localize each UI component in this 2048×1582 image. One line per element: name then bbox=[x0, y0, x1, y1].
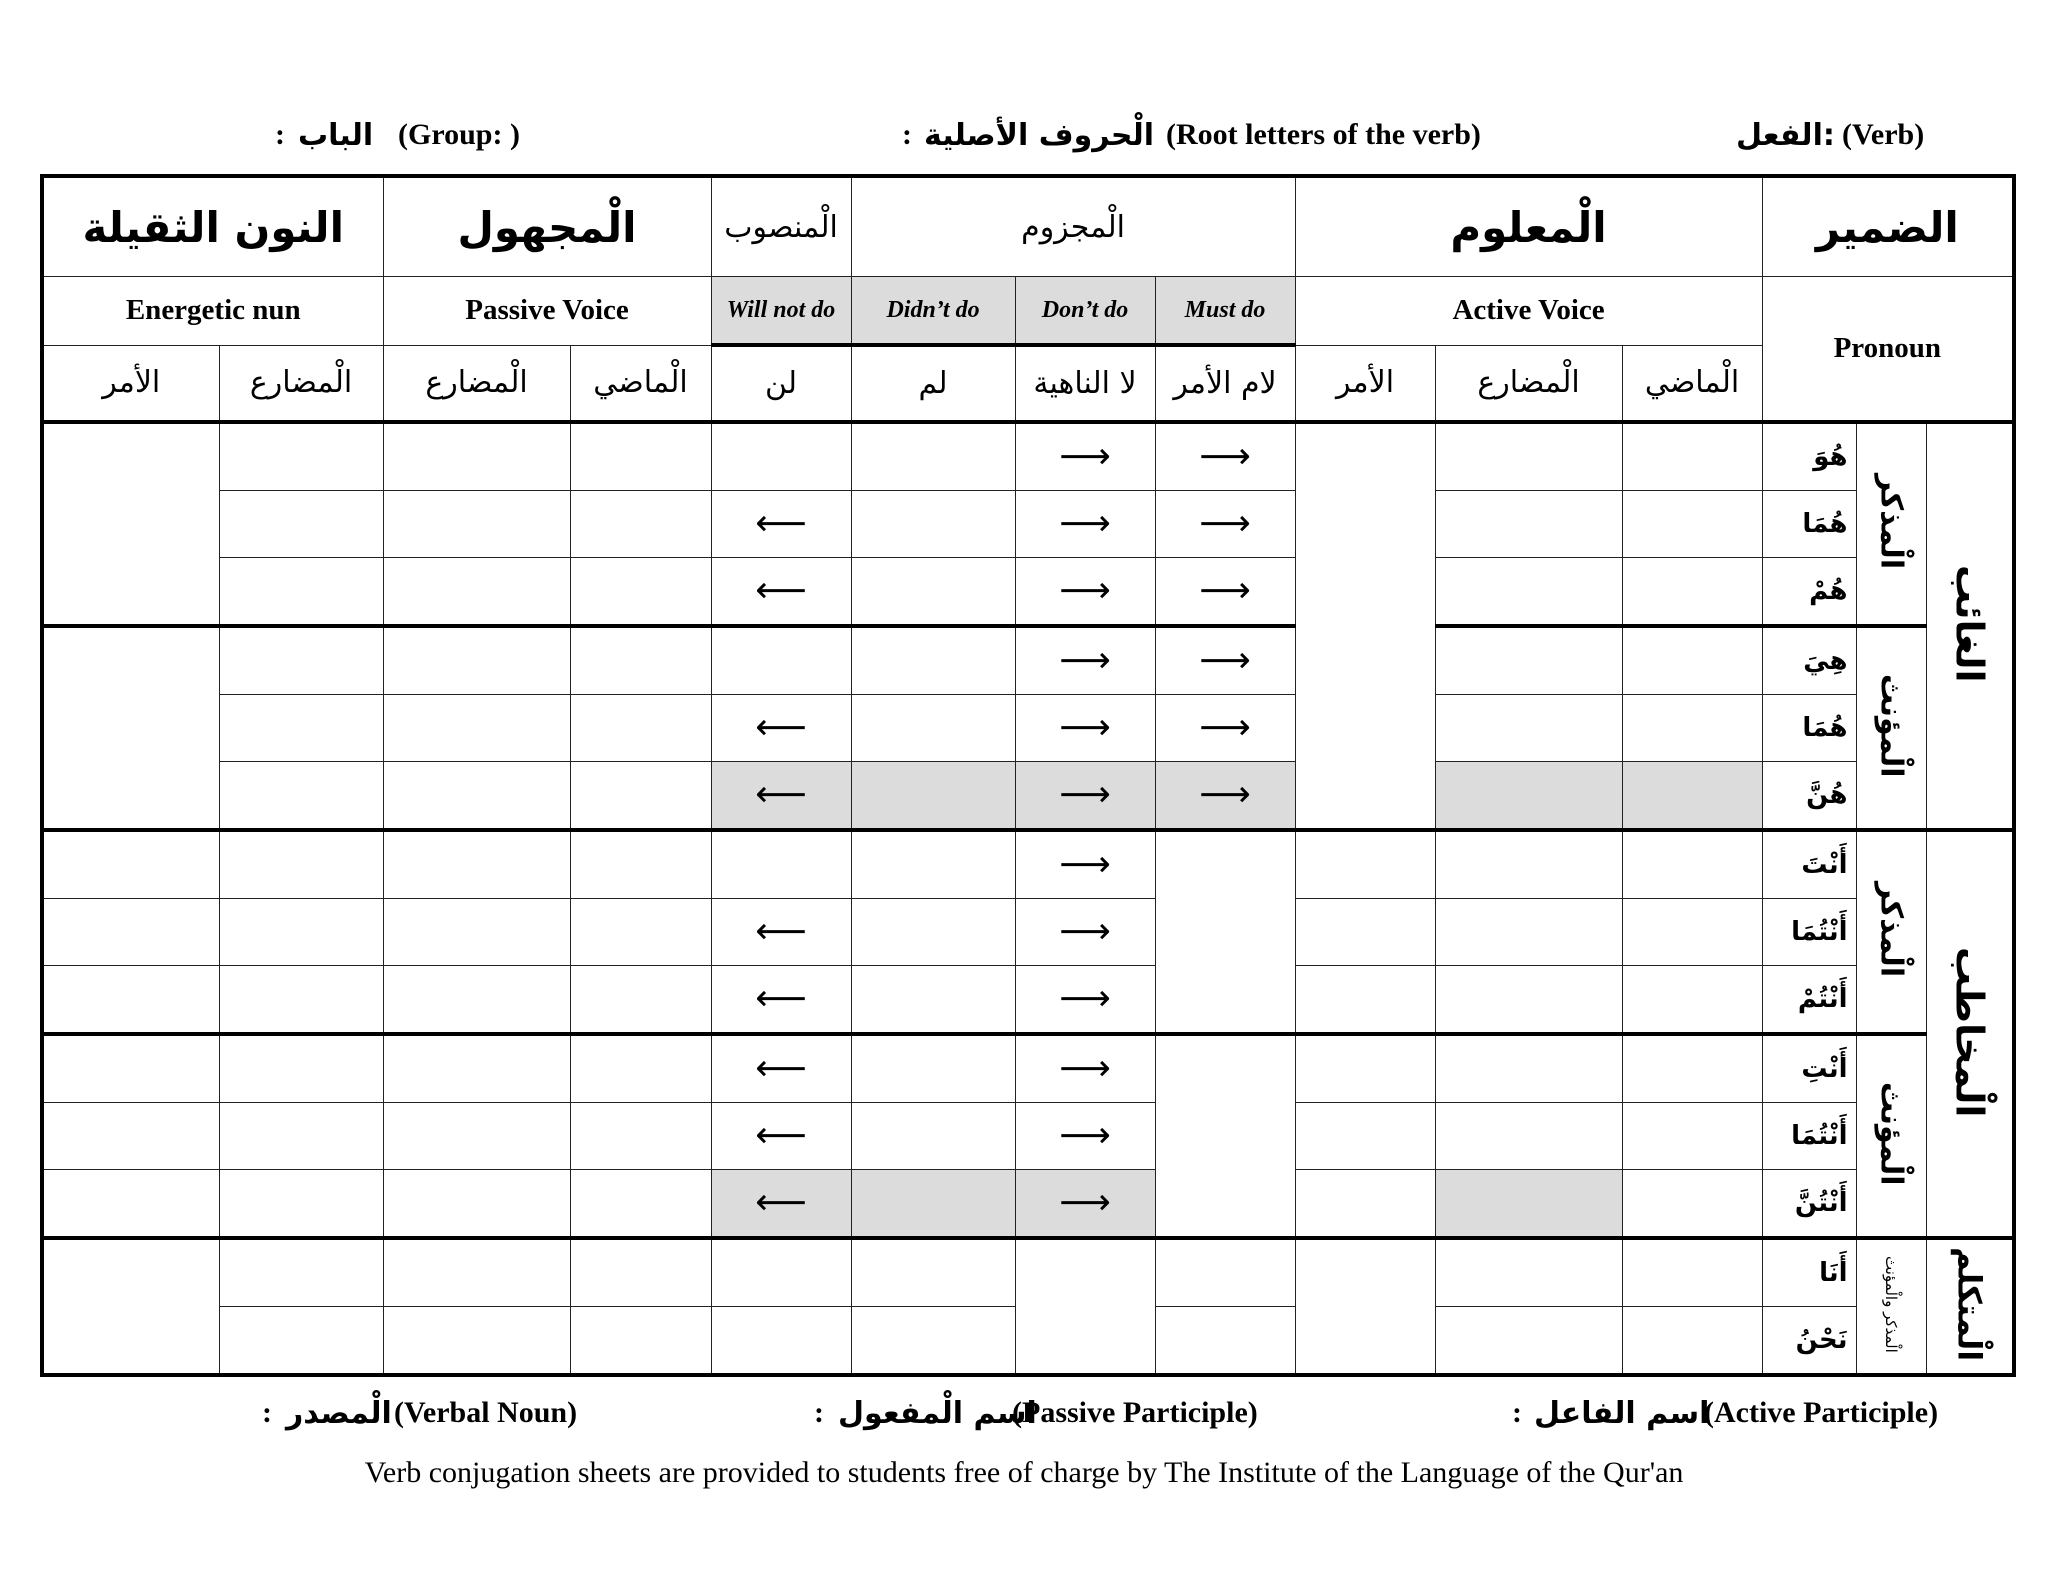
cell[interactable] bbox=[1295, 899, 1435, 966]
group-mukhatab-mudhakkar: الْمذكر bbox=[1856, 830, 1926, 1034]
cell[interactable] bbox=[219, 558, 383, 627]
cell-shaded bbox=[851, 1170, 1015, 1239]
cell-shaded bbox=[851, 762, 1015, 831]
cell-right-arrow: ⟶ bbox=[1015, 899, 1155, 966]
cell[interactable] bbox=[219, 830, 383, 899]
cell-right-arrow-shaded: ⟶ bbox=[1015, 762, 1155, 831]
will-not-header: Will not do bbox=[711, 277, 851, 346]
col-active-madi: الْماضي bbox=[1622, 345, 1762, 422]
cell[interactable] bbox=[1295, 966, 1435, 1035]
cell[interactable] bbox=[711, 1307, 851, 1376]
pronoun-huwa: هُوَ bbox=[1762, 422, 1856, 491]
verb-label-ar: الفعل: bbox=[1736, 118, 1835, 153]
cell-left-arrow: ⟵ bbox=[711, 695, 851, 762]
cell[interactable] bbox=[1295, 1034, 1435, 1103]
cell[interactable] bbox=[851, 899, 1015, 966]
group-ghaib-mudhakkar: الْمذكر bbox=[1856, 422, 1926, 626]
cell[interactable] bbox=[1622, 695, 1762, 762]
cell-left-arrow: ⟵ bbox=[711, 966, 851, 1035]
cell-right-arrow: ⟶ bbox=[1155, 695, 1295, 762]
pronoun-header-ar: الضمير bbox=[1762, 176, 2014, 277]
cell[interactable] bbox=[570, 422, 711, 491]
cell[interactable] bbox=[1435, 1238, 1622, 1307]
group-mutakallim-both: الْمذكر والْمؤنث bbox=[1856, 1238, 1926, 1375]
passive-header-ar: الْمجهول bbox=[383, 176, 711, 277]
cell[interactable] bbox=[1435, 626, 1622, 695]
cell-lam-amr-mukhatab-f[interactable] bbox=[1155, 1034, 1295, 1238]
cell[interactable] bbox=[570, 762, 711, 831]
root-label-ar: الْحروف الأصلية bbox=[924, 118, 1155, 153]
group-ghaib: الغائب bbox=[1926, 422, 2014, 830]
col-passive-madi: الْماضي bbox=[570, 345, 711, 422]
sheet-header bbox=[0, 118, 2048, 158]
cell-left-arrow: ⟵ bbox=[711, 491, 851, 558]
cell[interactable] bbox=[219, 1103, 383, 1170]
cell[interactable] bbox=[219, 966, 383, 1035]
cell-la-nahiya-mutakallim[interactable] bbox=[1015, 1238, 1155, 1375]
cell[interactable] bbox=[1622, 626, 1762, 695]
fail-label-ar: اسم الفاعل bbox=[1534, 1396, 1710, 1431]
cell[interactable] bbox=[851, 1034, 1015, 1103]
cell[interactable] bbox=[383, 1103, 570, 1170]
pronoun-huma-f: هُمَا bbox=[1762, 695, 1856, 762]
cell[interactable] bbox=[1435, 830, 1622, 899]
masdar-label-en: (Verbal Noun) bbox=[394, 1396, 578, 1429]
maful-label-ar: اسم الْمفعول bbox=[838, 1396, 1037, 1431]
cell[interactable] bbox=[1295, 1170, 1435, 1239]
dont-header: Don’t do bbox=[1015, 277, 1155, 346]
masdar-colon: : bbox=[262, 1396, 272, 1429]
pronoun-antuma-m: أَنْتُمَا bbox=[1762, 899, 1856, 966]
cell-right-arrow: ⟶ bbox=[1015, 558, 1155, 627]
cell[interactable] bbox=[851, 830, 1015, 899]
cell[interactable] bbox=[851, 422, 1015, 491]
cell[interactable] bbox=[42, 1034, 219, 1103]
col-lam: لم bbox=[851, 345, 1015, 422]
cell[interactable] bbox=[383, 966, 570, 1035]
cell[interactable] bbox=[1295, 1103, 1435, 1170]
cell-right-arrow: ⟶ bbox=[1015, 1103, 1155, 1170]
cell[interactable] bbox=[383, 830, 570, 899]
cell-lam-amr-mukhatab-m[interactable] bbox=[1155, 830, 1295, 1034]
cell[interactable] bbox=[570, 558, 711, 627]
cell[interactable] bbox=[570, 695, 711, 762]
cell[interactable] bbox=[1622, 1170, 1762, 1239]
col-la-nahiya: لا الناهية bbox=[1015, 345, 1155, 422]
cell[interactable] bbox=[570, 1034, 711, 1103]
pronoun-anta: أَنْتَ bbox=[1762, 830, 1856, 899]
col-energetic-amr: الأمر bbox=[42, 345, 219, 422]
cell-right-arrow-shaded: ⟶ bbox=[1015, 1170, 1155, 1239]
col-active-mudari: الْمضارع bbox=[1435, 345, 1622, 422]
cell[interactable] bbox=[219, 695, 383, 762]
root-colon: : bbox=[902, 118, 912, 151]
cell[interactable] bbox=[851, 966, 1015, 1035]
cell[interactable] bbox=[1622, 422, 1762, 491]
fail-colon: : bbox=[1512, 1396, 1522, 1429]
maful-colon: : bbox=[814, 1396, 824, 1429]
cell[interactable] bbox=[851, 558, 1015, 627]
credit-line: Verb conjugation sheets are provided to students free of charge by The Institute of the Language of the Qur'an bbox=[364, 1456, 1684, 1489]
cell[interactable] bbox=[851, 1103, 1015, 1170]
cell-energetic-amr-ghaib-f[interactable] bbox=[42, 626, 219, 830]
cell[interactable] bbox=[1622, 1307, 1762, 1376]
verb-label-en: (Verb) bbox=[1842, 118, 1925, 151]
cell-shaded bbox=[1435, 1170, 1622, 1239]
cell-active-amr-mutakallim[interactable] bbox=[1295, 1238, 1435, 1375]
col-energetic-mudari: الْمضارع bbox=[219, 345, 383, 422]
cell[interactable] bbox=[1622, 966, 1762, 1035]
conjugation-table bbox=[40, 174, 2016, 1377]
cell[interactable] bbox=[42, 966, 219, 1035]
pronoun-hiya: هِيَ bbox=[1762, 626, 1856, 695]
cell-right-arrow: ⟶ bbox=[1015, 830, 1155, 899]
cell[interactable] bbox=[711, 422, 851, 491]
cell[interactable] bbox=[851, 491, 1015, 558]
cell[interactable] bbox=[1435, 1103, 1622, 1170]
cell[interactable] bbox=[1435, 1034, 1622, 1103]
pronoun-header-en: Pronoun bbox=[1762, 277, 2014, 423]
pronoun-antuma-f: أَنْتُمَا bbox=[1762, 1103, 1856, 1170]
cell[interactable] bbox=[570, 830, 711, 899]
cell[interactable] bbox=[570, 966, 711, 1035]
cell[interactable] bbox=[383, 558, 570, 627]
group-colon: : bbox=[275, 118, 285, 151]
cell[interactable] bbox=[383, 1307, 570, 1376]
cell[interactable] bbox=[42, 1170, 219, 1239]
pronoun-antunna: أَنْتُنَّ bbox=[1762, 1170, 1856, 1239]
active-header-ar: الْمعلوم bbox=[1295, 176, 1762, 277]
col-lan: لن bbox=[711, 345, 851, 422]
col-active-amr: الأمر bbox=[1295, 345, 1435, 422]
energetic-header-ar: النون الثقيلة bbox=[42, 176, 383, 277]
cell-right-arrow: ⟶ bbox=[1155, 491, 1295, 558]
group-mukhatab: الْمخاطب bbox=[1926, 830, 2014, 1238]
cell[interactable] bbox=[1435, 899, 1622, 966]
cell[interactable] bbox=[1155, 1307, 1295, 1376]
cell[interactable] bbox=[1435, 491, 1622, 558]
majzum-header-ar: الْمجزوم bbox=[851, 176, 1295, 277]
cell-right-arrow: ⟶ bbox=[1155, 626, 1295, 695]
cell[interactable] bbox=[1622, 1034, 1762, 1103]
cell[interactable] bbox=[570, 1170, 711, 1239]
cell[interactable] bbox=[851, 695, 1015, 762]
cell-energetic-amr-mutakallim[interactable] bbox=[42, 1238, 219, 1375]
cell[interactable] bbox=[383, 899, 570, 966]
cell[interactable] bbox=[851, 1238, 1015, 1307]
cell[interactable] bbox=[219, 1238, 383, 1307]
cell-energetic-amr-ghaib-m[interactable] bbox=[42, 422, 219, 626]
cell[interactable] bbox=[383, 422, 570, 491]
cell[interactable] bbox=[570, 491, 711, 558]
fail-label-en: (Active Participle) bbox=[1704, 1396, 1939, 1429]
cell[interactable] bbox=[851, 626, 1015, 695]
cell[interactable] bbox=[1622, 1238, 1762, 1307]
cell[interactable] bbox=[383, 695, 570, 762]
energetic-header-en: Energetic nun bbox=[42, 277, 383, 346]
cell[interactable] bbox=[383, 762, 570, 831]
cell[interactable] bbox=[1295, 830, 1435, 899]
cell-right-arrow: ⟶ bbox=[1015, 491, 1155, 558]
cell[interactable] bbox=[570, 899, 711, 966]
root-label-en: (Root letters of the verb) bbox=[1166, 118, 1481, 151]
pronoun-nahnu: نَحْنُ bbox=[1762, 1307, 1856, 1376]
cell-right-arrow: ⟶ bbox=[1155, 422, 1295, 491]
cell[interactable] bbox=[570, 1103, 711, 1170]
cell-right-arrow: ⟶ bbox=[1015, 626, 1155, 695]
mansub-header-ar: الْمنصوب bbox=[711, 176, 851, 277]
cell-shaded bbox=[1435, 762, 1622, 831]
group-mukhatab-muannath: الْمؤنث bbox=[1856, 1034, 1926, 1238]
cell-left-arrow: ⟵ bbox=[711, 558, 851, 627]
pronoun-ana: أَنَا bbox=[1762, 1238, 1856, 1307]
cell[interactable] bbox=[711, 626, 851, 695]
cell[interactable] bbox=[1435, 558, 1622, 627]
didnt-header: Didn’t do bbox=[851, 277, 1015, 346]
active-header-en: Active Voice bbox=[1295, 277, 1762, 346]
pronoun-hunna: هُنَّ bbox=[1762, 762, 1856, 831]
cell[interactable] bbox=[42, 899, 219, 966]
cell[interactable] bbox=[1622, 1103, 1762, 1170]
cell[interactable] bbox=[219, 491, 383, 558]
cell-active-amr-ghaib[interactable] bbox=[1295, 422, 1435, 830]
cell[interactable] bbox=[711, 1238, 851, 1307]
group-label-en: (Group: ) bbox=[398, 118, 520, 151]
cell-right-arrow: ⟶ bbox=[1015, 422, 1155, 491]
cell[interactable] bbox=[42, 1103, 219, 1170]
must-header: Must do bbox=[1155, 277, 1295, 346]
cell[interactable] bbox=[219, 1034, 383, 1103]
group-ghaib-muannath: الْمؤنث bbox=[1856, 626, 1926, 830]
passive-header-en: Passive Voice bbox=[383, 277, 711, 346]
cell-right-arrow: ⟶ bbox=[1015, 695, 1155, 762]
cell[interactable] bbox=[383, 1034, 570, 1103]
col-passive-mudari: الْمضارع bbox=[383, 345, 570, 422]
group-mutakallim: الْمتكلم bbox=[1926, 1238, 2014, 1375]
cell[interactable] bbox=[1622, 899, 1762, 966]
pronoun-huma-m: هُمَا bbox=[1762, 491, 1856, 558]
cell[interactable] bbox=[383, 491, 570, 558]
cell[interactable] bbox=[219, 626, 383, 695]
cell[interactable] bbox=[219, 1307, 383, 1376]
cell[interactable] bbox=[1155, 1238, 1295, 1307]
cell[interactable] bbox=[711, 830, 851, 899]
maful-label-en: (Passive Participle) bbox=[1012, 1396, 1258, 1429]
cell[interactable] bbox=[1622, 830, 1762, 899]
pronoun-anti: أَنْتِ bbox=[1762, 1034, 1856, 1103]
cell[interactable] bbox=[1622, 558, 1762, 627]
cell[interactable] bbox=[219, 422, 383, 491]
cell[interactable] bbox=[1435, 695, 1622, 762]
cell-left-arrow-shaded: ⟵ bbox=[711, 762, 851, 831]
col-lam-amr: لام الأمر bbox=[1155, 345, 1295, 422]
cell[interactable] bbox=[1622, 491, 1762, 558]
cell[interactable] bbox=[219, 762, 383, 831]
cell[interactable] bbox=[1435, 422, 1622, 491]
cell[interactable] bbox=[383, 626, 570, 695]
cell-right-arrow: ⟶ bbox=[1015, 966, 1155, 1035]
cell[interactable] bbox=[570, 1238, 711, 1307]
cell[interactable] bbox=[570, 1307, 711, 1376]
cell-left-arrow: ⟵ bbox=[711, 1034, 851, 1103]
cell-left-arrow: ⟵ bbox=[711, 1103, 851, 1170]
cell-right-arrow: ⟶ bbox=[1155, 558, 1295, 627]
cell[interactable] bbox=[42, 830, 219, 899]
cell-left-arrow-shaded: ⟵ bbox=[711, 1170, 851, 1239]
cell-right-arrow-shaded: ⟶ bbox=[1155, 762, 1295, 831]
cell[interactable] bbox=[219, 1170, 383, 1239]
cell[interactable] bbox=[383, 1238, 570, 1307]
cell-right-arrow: ⟶ bbox=[1015, 1034, 1155, 1103]
cell[interactable] bbox=[570, 626, 711, 695]
cell-shaded bbox=[1622, 762, 1762, 831]
cell[interactable] bbox=[851, 1307, 1015, 1376]
pronoun-antum: أَنْتُمْ bbox=[1762, 966, 1856, 1035]
cell-left-arrow: ⟵ bbox=[711, 899, 851, 966]
cell[interactable] bbox=[1435, 966, 1622, 1035]
cell[interactable] bbox=[383, 1170, 570, 1239]
pronoun-hum: هُمْ bbox=[1762, 558, 1856, 627]
cell[interactable] bbox=[1435, 1307, 1622, 1376]
group-label-ar: الباب bbox=[298, 118, 374, 153]
masdar-label-ar: الْمصدر bbox=[286, 1396, 392, 1431]
cell[interactable] bbox=[219, 899, 383, 966]
